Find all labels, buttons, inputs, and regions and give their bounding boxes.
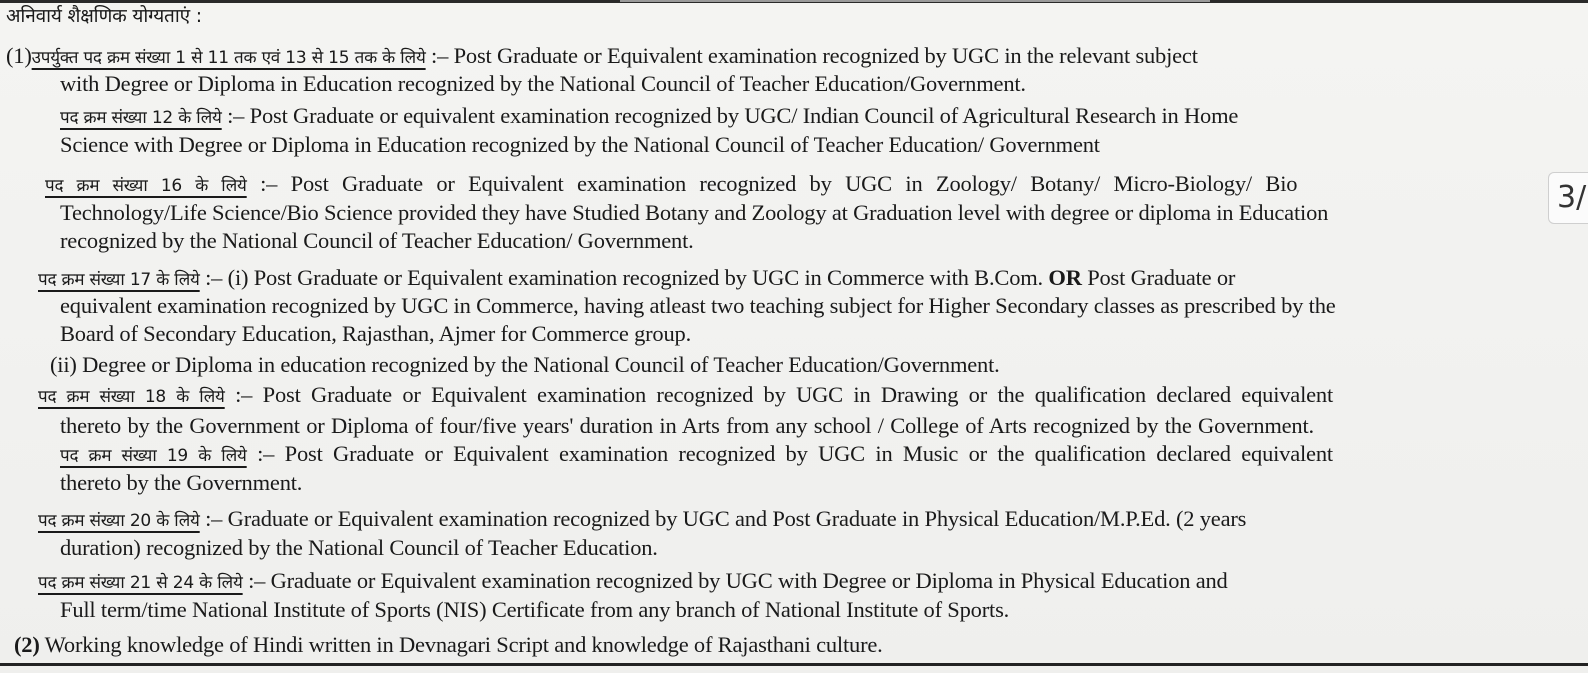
item-1-text: Post Graduate or Equivalent examination recognized by UGC in the relevant subject (453, 43, 1198, 68)
item-17-line-3: Board of Secondary Education, Rajasthan, Ajmer for Commerce group. (60, 321, 691, 346)
item-18-line-2: thereto by the Government or Diploma of four/five years' duration in Arts from any school / College of Arts recognized by the Government. (60, 413, 1314, 438)
section-heading: अनिवार्य शैक्षणिक योग्यताएं : (6, 5, 202, 27)
item-1-label: उपर्युक्त पद क्रम संख्या 1 से 11 तक एवं 13 से 15 तक के लिये (31, 48, 426, 68)
item-1-line-1: (1)उपर्युक्त पद क्रम संख्या 1 से 11 तक एवं 13 से 15 तक के लिये :– Post Graduate or Equivalent examination recognized by UGC in the relevant subject (6, 43, 1198, 68)
or-emphasis: OR (1048, 265, 1082, 290)
item-20-label: पद क्रम संख्या 20 के लिये (38, 511, 200, 531)
item-2-line: (2) Working knowledge of Hindi written in Devnagari Script and knowledge of Rajasthani culture. (14, 632, 883, 657)
item-12-line-1: पद क्रम संख्या 12 के लिये :– Post Graduate or equivalent examination recognized by UGC/ Indian Council of Agricultural Research in Home (60, 103, 1239, 128)
item-20-line-1: पद क्रम संख्या 20 के लिये :– Graduate or Equivalent examination recognized by UGC and Post Graduate in Physical Education/M.P.Ed. (2 years (38, 506, 1247, 531)
item-17-line-2: equivalent examination recognized by UGC in Commerce, having atleast two teaching subject for Higher Secondary classes as prescribed by the (60, 293, 1336, 318)
item-16-line-2: Technology/Life Science/Bio Science provided they have Studied Botany and Zoology at Graduation level with degree or diploma in Education (60, 200, 1329, 225)
item-21-24-line-1: पद क्रम संख्या 21 से 24 के लिये :– Graduate or Equivalent examination recognized by UGC with Degree or Diploma in Physical Education and (38, 568, 1228, 593)
bottom-border-rule (0, 663, 1588, 666)
page-indicator-badge[interactable]: 3/ (1548, 172, 1588, 224)
item-17-subitem-ii: (ii) Degree or Diploma in education recognized by the National Council of Teacher Education/Government. (50, 352, 1000, 377)
item-16-line-3: recognized by the National Council of Teacher Education/ Government. (60, 228, 694, 253)
item-19-line-1: पद क्रम संख्या 19 के लिये :– Post Graduate or Equivalent examination recognized by UGC in Music or the qualification declared equivalent (60, 441, 1333, 466)
item-1-line-2: with Degree or Diploma in Education recognized by the National Council of Teacher Education/Government. (60, 71, 1026, 96)
top-border-rule-secondary (620, 0, 1210, 2)
item-12-line-2: Science with Degree or Diploma in Education recognized by the National Council of Teacher Education/ Government (60, 132, 1100, 157)
item-12-label: पद क्रम संख्या 12 के लिये (60, 108, 222, 128)
item-19-line-2: thereto by the Government. (60, 470, 303, 495)
item-21-24-line-2: Full term/time National Institute of Sports (NIS) Certificate from any branch of National Institute of Sports. (60, 597, 1010, 622)
item-17-line-1: पद क्रम संख्या 17 के लिये :– (i) Post Graduate or Equivalent examination recognized by UGC in Commerce with B.Com. OR Post Graduate or (38, 265, 1236, 290)
item-17-label: पद क्रम संख्या 17 के लिये (38, 270, 200, 290)
item-18-line-1: पद क्रम संख्या 18 के लिये :– Post Graduate or Equivalent examination recognized by UGC in Drawing or the qualification declared equivalent (38, 382, 1334, 407)
item-1-marker: (1) (6, 43, 32, 68)
item-21-24-label: पद क्रम संख्या 21 से 24 के लिये (38, 573, 243, 593)
item-19-label: पद क्रम संख्या 19 के लिये (60, 446, 247, 466)
item-18-label: पद क्रम संख्या 18 के लिये (38, 387, 225, 407)
item-20-line-2: duration) recognized by the National Council of Teacher Education. (60, 535, 658, 560)
item-16-line-1: पद क्रम संख्या 16 के लिये :– Post Graduate or Equivalent examination recognized by UGC in Zoology/ Botany/ Micro-Biology/ Bio (45, 171, 1298, 196)
item-2-marker: (2) (14, 632, 40, 657)
item-16-label: पद क्रम संख्या 16 के लिये (45, 176, 247, 196)
